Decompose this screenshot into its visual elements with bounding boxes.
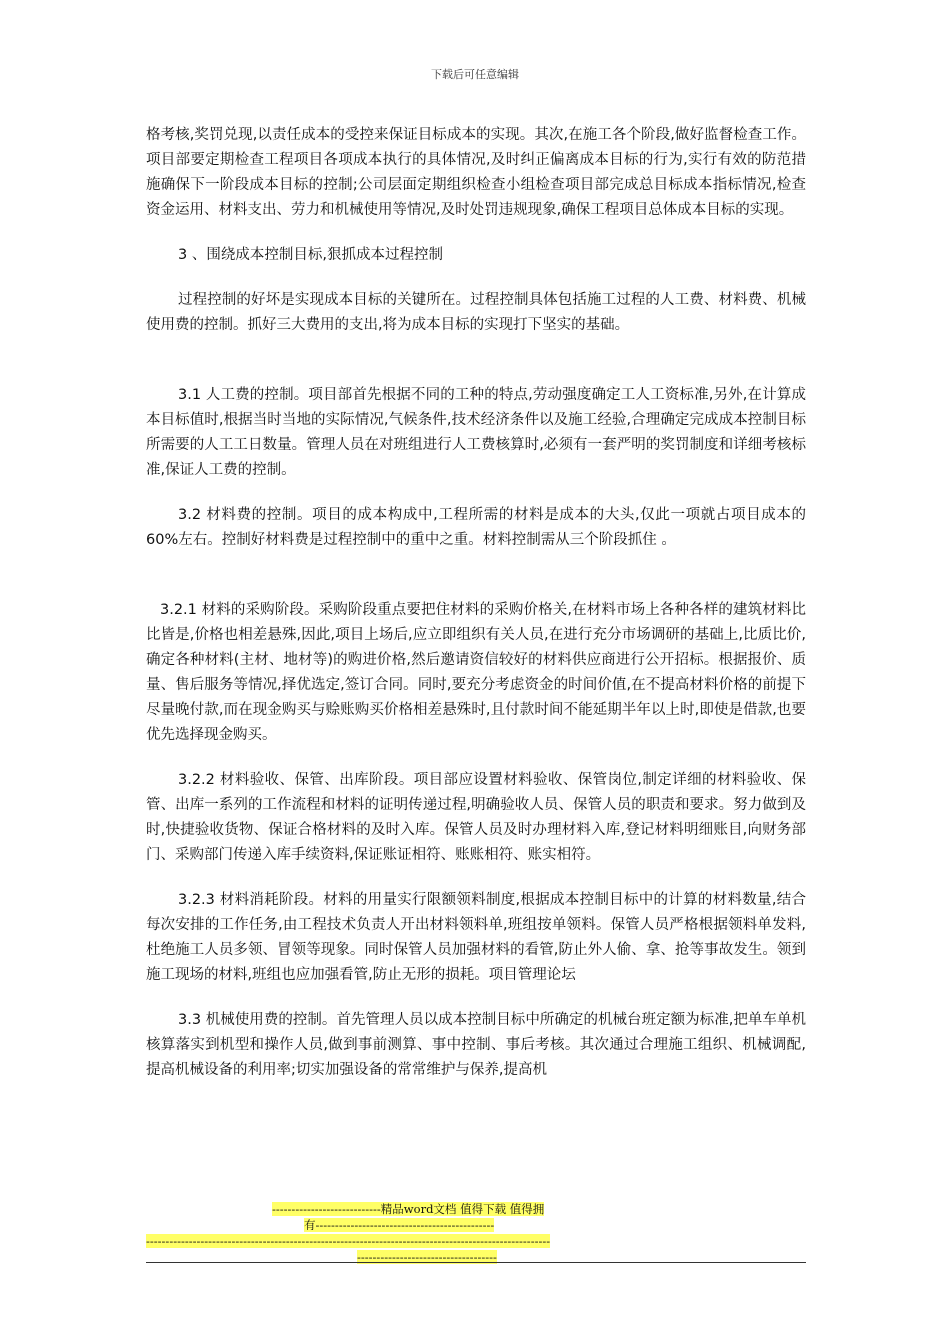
- footer-watermark: [146, 1201, 806, 1265]
- footer-line-2: 有----------------------------------------------: [304, 1218, 495, 1232]
- paragraph-3-1-labor: 3.1 人工费的控制。项目部首先根据不同的工种的特点,劳动强度确定工人工资标准,另外,在计算成本目标值时,根据当时当地的实际情况,气候条件,技术经济条件以及施工经验,合理确定完成成本控制目标所需要的人工工日数量。管理人员在对班组进行人工费核算时,必须有一套严明的奖罚制度和详细考核标准,保证人工费的控制。: [146, 387, 806, 478]
- paragraph-cost-assessment: 格考核,奖罚兑现,以责任成本的受控来保证目标成本的实现。其次,在施工各个阶段,做好监督检查工作。项目部要定期检查工程项目各项成本执行的具体情况,及时纠正偏离成本目标的行为,实行有效的防范措施确保下一阶段成本目标的控制;公司层面定期组织检查小组检查项目部完成总目标成本指标情况,检查资金运用、材料支出、劳力和机械使用等情况,及时处罚违规现象,确保工程项目总体成本目标的实现。: [146, 127, 806, 218]
- footer-line-4: ------------------------------------: [357, 1250, 497, 1264]
- paragraph-3-2-material: 3.2 材料费的控制。项目的成本构成中,工程所需的材料是成本的大头,仅此一项就占项目成本的 60%左右。控制好材料费是过程控制中的重中之重。材料控制需从三个阶段抓住 。: [146, 507, 806, 548]
- paragraph-3-3-machinery: 3.3 机械使用费的控制。首先管理人员以成本控制目标中所确定的机械台班定额为标准,把单车单机核算落实到机型和操作人员,做到事前测算、事中控制、事后考核。其次通过合理施工组织、机械调配,提高机械设备的利用率;切实加强设备的常常维护与保养,提高机: [146, 1012, 806, 1078]
- paragraph-3-2-1-purchase: 3.2.1 材料的采购阶段。采购阶段重点要把住材料的采购价格关,在材料市场上各种各样的建筑材料比比皆是,价格也相差悬殊,因此,项目上场后,应立即组织有关人员,在进行充分市场调研的基础上,比质比价,确定各种材料(主材、地材等)的购进价格,然后邀请资信较好的材料供应商进行公开招标。根据报价、质量、售后服务等情况,择优选定,签订合同。同时,要充分考虑资金的时间价值,在不提高材料价格的前提下尽量晚付款,而在现金购买与赊账购买价格相差悬殊时,且付款时间不能延期半年以上时,即使是借款,也要优先选择现金购买。: [146, 602, 806, 743]
- document-body: [146, 123, 806, 1083]
- footer-line-1: ----------------------------精品word文档 值得下载 值得拥: [272, 1202, 545, 1216]
- page-header: 下载后可任意编辑: [431, 68, 519, 81]
- footer-divider: [146, 1262, 806, 1263]
- paragraph-process-control: 过程控制的好坏是实现成本目标的关键所在。过程控制具体包括施工过程的人工费、材料费、机械使用费的控制。抓好三大费用的支出,将为成本目标的实现打下坚实的基础。: [146, 292, 806, 333]
- footer-line-3: --------------------------------------------------------------------------------------------------------: [146, 1234, 551, 1248]
- section-heading-3: 3 、围绕成本控制目标,狠抓成本过程控制: [178, 247, 443, 263]
- paragraph-3-2-3-consumption: 3.2.3 材料消耗阶段。材料的用量实行限额领料制度,根据成本控制目标中的计算的材料数量,结合每次安排的工作任务,由工程技术负责人开出材料领料单,班组按单领料。保管人员严格根据领料单发料,杜绝施工人员多领、冒领等现象。同时保管人员加强材料的看管,防止外人偷、拿、抢等事故发生。领到施工现场的材料,班组也应加强看管,防止无形的损耗。项目管理论坛: [146, 892, 806, 983]
- paragraph-3-2-2-storage: 3.2.2 材料验收、保管、出库阶段。项目部应设置材料验收、保管岗位,制定详细的材料验收、保管、出库一系列的工作流程和材料的证明传递过程,明确验收人员、保管人员的职责和要求。努力做到及时,快捷验收货物、保证合格材料的及时入库。保管人员及时办理材料入库,登记材料明细账目,向财务部门、采购部门传递入库手续资料,保证账证相符、账账相符、账实相符。: [146, 772, 806, 863]
